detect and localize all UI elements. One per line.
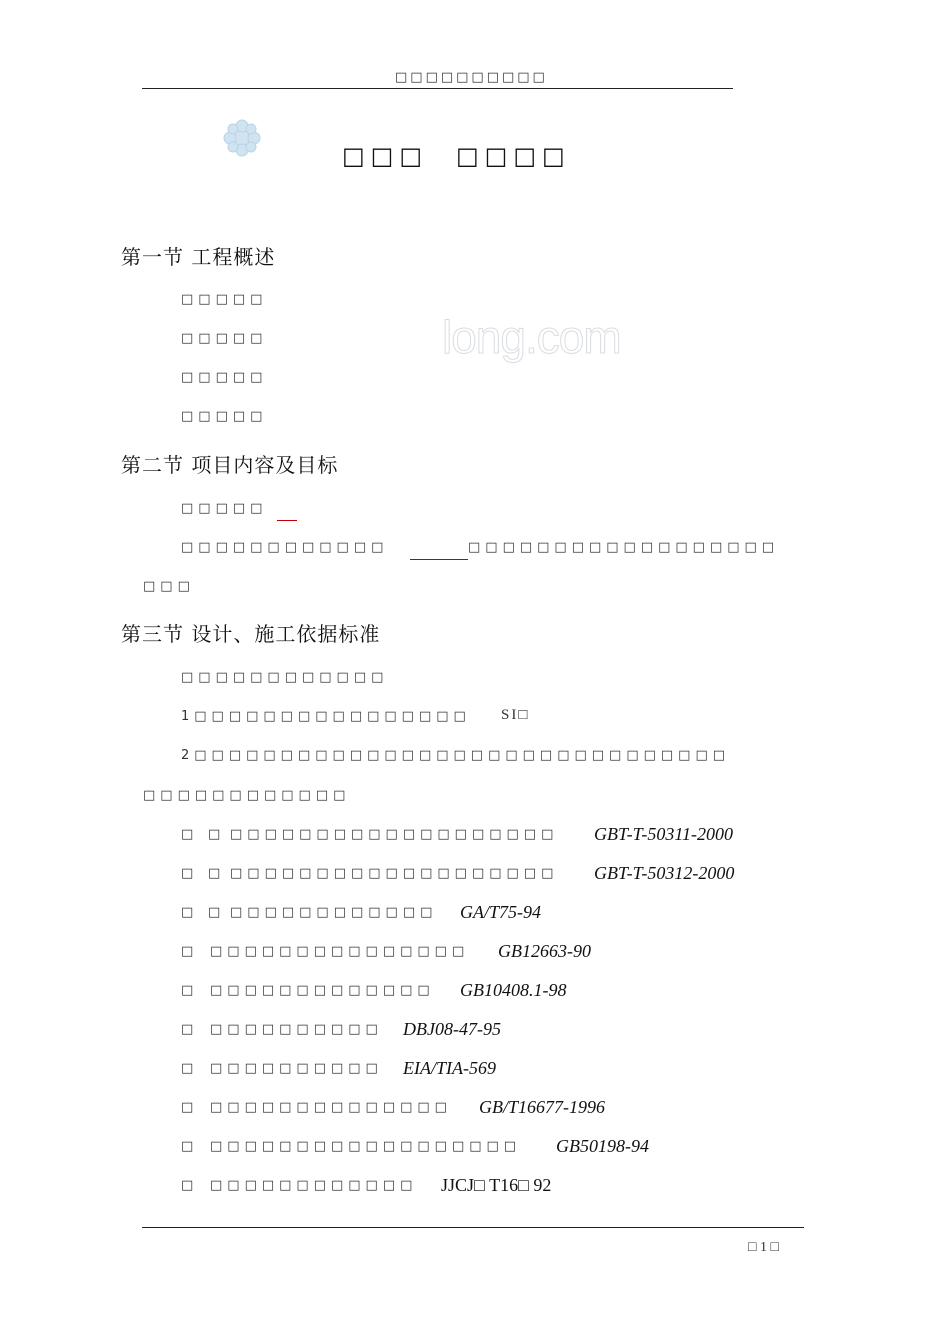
standard-name: □□□□□□□□□□: [210, 1022, 383, 1037]
chapter-number: □□□: [342, 142, 429, 170]
section-1-title: 第一节 工程概述: [121, 245, 276, 269]
snowflake-logo-icon: [222, 118, 262, 158]
standard-name: □□□□□□□□□□□□□□□□□□□: [230, 827, 559, 842]
standard-bullet: □: [181, 1061, 199, 1076]
standard-code: GA/T75-94: [460, 902, 541, 922]
standard-bullet: □: [181, 944, 199, 959]
red-underline-mark: [410, 559, 468, 560]
section-2-line-1: □□□□□: [181, 501, 268, 516]
standard-name: □□□□□□□□□□: [210, 1061, 383, 1076]
section-2-line-2b: □□□□□□□□□□□□□□□□□□: [468, 540, 780, 555]
standard-bullet: □: [181, 905, 199, 920]
page-header-text: □□□□□□□□□□: [395, 70, 548, 85]
section-1-item: □□□□□: [181, 292, 268, 307]
standard-bullet: □: [181, 1100, 199, 1115]
standard-bullet: □: [181, 1022, 199, 1037]
standard-name: □□□□□□□□□□□□: [230, 905, 438, 920]
section-3-item-1-code: SI□: [501, 707, 530, 723]
page-number: □ 1 □: [748, 1240, 779, 1255]
red-underline-mark: [277, 520, 297, 521]
section-1-item: □□□□□: [181, 409, 268, 424]
standard-code: GB10408.1-98: [460, 980, 567, 1000]
standard-name: □□□□□□□□□□□□□□: [210, 1100, 452, 1115]
standard-code: JJCJ□ T16□ 92: [441, 1175, 552, 1195]
standard-name: □□□□□□□□□□□□□: [210, 983, 435, 998]
section-1-item: □□□□□: [181, 331, 268, 346]
chapter-name: □□□□: [456, 142, 571, 170]
section-2-line-2a: □□□□□□□□□□□□: [181, 540, 389, 555]
standard-number: □: [208, 905, 226, 920]
section-3-item-1: 1□□□□□□□□□□□□□□□□: [181, 709, 471, 724]
header-rule: [142, 88, 733, 89]
standard-bullet: □: [181, 983, 199, 998]
standard-bullet: □: [181, 866, 199, 881]
section-3-title: 第三节 设计、施工依据标准: [121, 622, 381, 646]
section-3-item-2: 2□□□□□□□□□□□□□□□□□□□□□□□□□□□□□□□: [181, 748, 731, 763]
watermark-text: long.com: [442, 311, 621, 363]
section-2-line-3: □□□: [143, 579, 195, 594]
standard-code: GB50198-94: [556, 1136, 649, 1156]
standard-name: □□□□□□□□□□□□□□□□□□□: [230, 866, 559, 881]
section-3-item-2-continued: □□□□□□□□□□□□: [143, 788, 351, 803]
standard-code: GBT-T-50312-2000: [594, 863, 735, 883]
standard-code: GB12663-90: [498, 941, 591, 961]
section-1-item: □□□□□: [181, 370, 268, 385]
standard-bullet: □: [181, 1178, 199, 1193]
standard-number: □: [208, 827, 226, 842]
standard-bullet: □: [181, 827, 199, 842]
standard-code: GBT-T-50311-2000: [594, 824, 733, 844]
standard-code: GB/T16677-1996: [479, 1097, 605, 1117]
standard-code: EIA/TIA-569: [403, 1058, 496, 1078]
standard-name: □□□□□□□□□□□□□□□: [210, 944, 470, 959]
section-2-title: 第二节 项目内容及目标: [121, 453, 339, 477]
standard-name: □□□□□□□□□□□□: [210, 1178, 418, 1193]
standard-bullet: □: [181, 1139, 199, 1154]
standard-name: □□□□□□□□□□□□□□□□□□: [210, 1139, 522, 1154]
footer-rule: [142, 1227, 804, 1228]
standard-number: □: [208, 866, 226, 881]
section-3-intro: □□□□□□□□□□□□: [181, 670, 389, 685]
standard-code: DBJ08-47-95: [403, 1019, 501, 1039]
